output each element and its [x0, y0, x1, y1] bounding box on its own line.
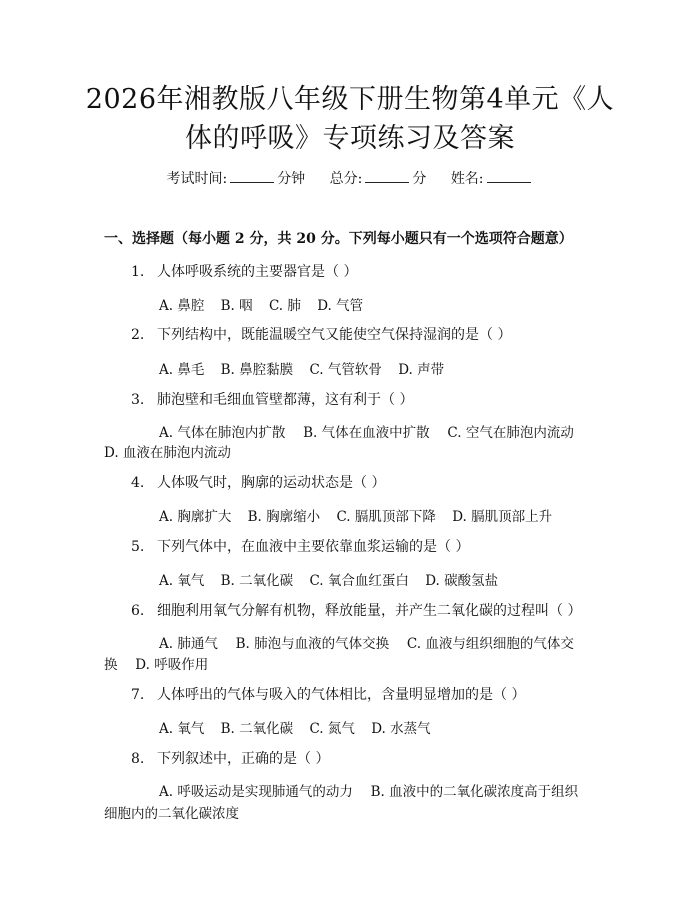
question-5: 5. 下列气体中，在血液中主要依靠血浆运输的是（ ） — [131, 539, 470, 555]
option-a[interactable]: A. 鼻腔 — [159, 298, 205, 314]
name-blank[interactable] — [487, 170, 531, 183]
question-2: 2. 下列结构中，既能温暖空气又能使空气保持湿润的是（ ） — [131, 327, 512, 343]
question-2-options — [159, 358, 456, 378]
question-7-options — [159, 717, 443, 737]
question-4-options — [159, 505, 564, 525]
option-b[interactable]: B. 鼻腔黏膜 — [220, 362, 294, 378]
option-b[interactable]: B. 二氧化碳 — [220, 573, 294, 589]
question-1-options — [159, 294, 375, 314]
option-c[interactable]: C. 肺 — [268, 298, 301, 314]
exam-score: 总分: 分 — [329, 171, 427, 187]
option-b[interactable]: B. 咽 — [220, 298, 253, 314]
question-8-options-line-2[interactable]: 细胞内的二氧化碳浓度 — [104, 806, 239, 822]
question-8: 8. 下列叙述中，正确的是（ ） — [131, 751, 330, 767]
question-1: 1. 人体呼吸系统的主要器官是（ ） — [131, 264, 358, 280]
option-a[interactable]: A. 胸廓扩大 — [159, 509, 232, 525]
option-b[interactable]: B. 二氧化碳 — [220, 721, 294, 737]
time-blank[interactable] — [230, 170, 274, 183]
question-3-options-line-2[interactable]: D. 血液在肺泡内流动 — [104, 445, 231, 461]
option-b[interactable]: B. 胸廓缩小 — [247, 509, 321, 525]
exam-name: 姓名: — [451, 171, 534, 187]
question-6-options-line-2[interactable]: 换 D. 呼吸作用 — [104, 657, 209, 673]
score-blank[interactable] — [365, 170, 409, 183]
option-d[interactable]: D. 膈肌顶部上升 — [452, 509, 553, 525]
exam-time: 考试时间: 分钟 — [166, 171, 306, 187]
section-title: 一、选择题（每小题 2 分，共 20 分。下列每小题只有一个选项符合题意） — [104, 231, 573, 247]
document-title-line-2: 体的呼吸》专项练习及答案 — [185, 123, 515, 154]
option-d[interactable]: D. 气管 — [317, 298, 364, 314]
option-c[interactable]: C. 气管软骨 — [309, 362, 382, 378]
option-a[interactable]: A. 氧气 — [159, 721, 205, 737]
option-a[interactable]: A. 氧气 — [159, 573, 205, 589]
option-c[interactable]: C. 氧合血红蛋白 — [309, 573, 409, 589]
document-title-line-1: 2026年湘教版八年级下册生物第4单元《人 — [85, 84, 615, 115]
option-a[interactable]: A. 鼻毛 — [159, 362, 205, 378]
option-d[interactable]: D. 碳酸氢盐 — [425, 573, 499, 589]
question-8-options-line-1[interactable]: A. 呼吸运动是实现肺通气的动力 B. 血液中的二氧化碳浓度高于组织 — [159, 784, 579, 800]
question-5-options — [159, 569, 510, 589]
option-c[interactable]: C. 膈肌顶部下降 — [336, 509, 436, 525]
question-6-options-line-1[interactable]: A. 肺通气 B. 肺泡与血液的气体交换 C. 血液与组织细胞的气体交 — [159, 636, 574, 652]
option-d[interactable]: D. 声带 — [398, 362, 445, 378]
option-d[interactable]: D. 水蒸气 — [371, 721, 431, 737]
question-3: 3. 肺泡壁和毛细血管壁都薄，这有利于（ ） — [131, 392, 414, 408]
question-3-options-line-1[interactable]: A. 气体在肺泡内扩散 B. 气体在血液中扩散 C. 空气在肺泡内流动 — [159, 425, 574, 441]
exam-meta — [0, 168, 700, 188]
question-4: 4. 人体吸气时，胸廓的运动状态是（ ） — [131, 475, 386, 491]
question-7: 7. 人体呼出的气体与吸入的气体相比，含量明显增加的是（ ） — [131, 687, 526, 703]
question-6: 6. 细胞利用氧气分解有机物，释放能量，并产生二氧化碳的过程叫（ ） — [131, 603, 582, 619]
option-c[interactable]: C. 氮气 — [309, 721, 355, 737]
